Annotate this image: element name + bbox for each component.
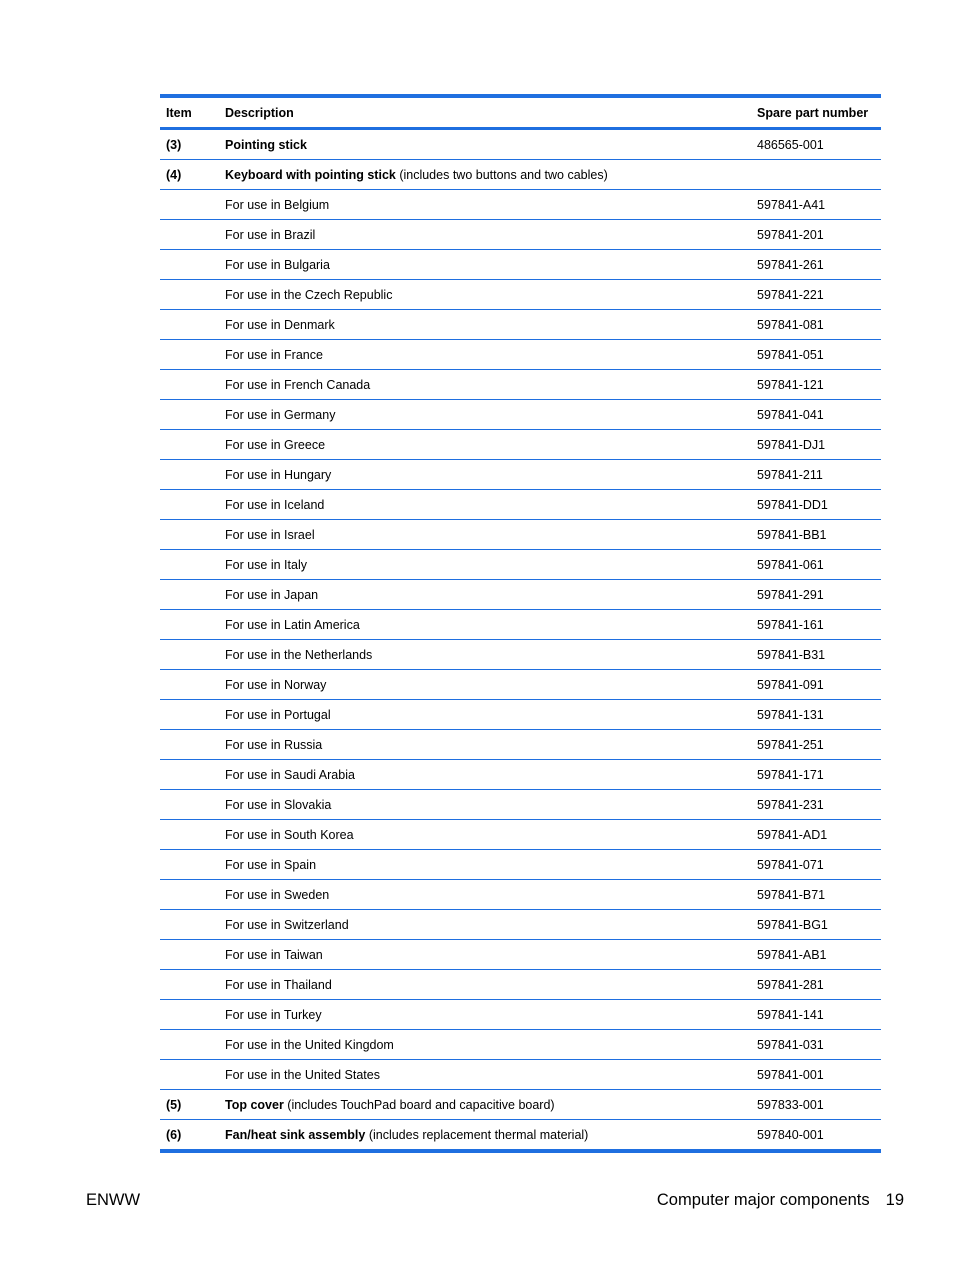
header-item: Item (160, 96, 225, 129)
description-cell (225, 910, 757, 940)
spare-part-cell (757, 160, 881, 190)
description-text: (includes two buttons and two cables) (395, 167, 608, 182)
table-row (160, 400, 881, 430)
spare-part-cell: 597841-081 (757, 310, 881, 340)
table-row (160, 760, 881, 790)
description-text: For use in France (225, 347, 323, 362)
table-row (160, 520, 881, 550)
description-text: For use in Israel (225, 527, 315, 542)
description-cell (225, 1030, 757, 1060)
description-text: For use in Slovakia (225, 797, 332, 812)
spare-part-cell: 597841-091 (757, 670, 881, 700)
description-text: For use in the United Kingdom (225, 1037, 394, 1052)
table-header-row (160, 96, 881, 129)
table-row (160, 610, 881, 640)
spare-part-cell: 597841-261 (757, 250, 881, 280)
description-cell (225, 640, 757, 670)
item-cell: (6) (166, 1127, 182, 1142)
spare-part-cell: 597841-161 (757, 610, 881, 640)
spare-part-cell: 597841-AD1 (757, 820, 881, 850)
description-cell (225, 820, 757, 850)
table-row (160, 970, 881, 1000)
spare-part-cell: 597841-231 (757, 790, 881, 820)
spare-part-cell: 597841-221 (757, 280, 881, 310)
item-cell (160, 400, 225, 430)
item-cell (160, 640, 225, 670)
table-row (160, 310, 881, 340)
description-cell (225, 520, 757, 550)
spare-part-cell: 486565-001 (757, 129, 881, 160)
description-text: For use in Iceland (225, 497, 325, 512)
table-row (160, 730, 881, 760)
table-row (160, 940, 881, 970)
item-cell (160, 1030, 225, 1060)
description-text: (includes replacement thermal material) (365, 1127, 589, 1142)
table-row (160, 910, 881, 940)
item-cell (160, 850, 225, 880)
description-cell (225, 1060, 757, 1090)
description-cell (225, 1120, 757, 1152)
spare-part-cell: 597841-031 (757, 1030, 881, 1060)
spare-part-cell: 597841-DJ1 (757, 430, 881, 460)
description-text: For use in the Netherlands (225, 647, 373, 662)
description-cell (225, 730, 757, 760)
spare-part-cell: 597841-BG1 (757, 910, 881, 940)
footer-section (657, 1191, 904, 1210)
description-cell (225, 400, 757, 430)
description-cell (225, 1000, 757, 1030)
description-cell (225, 190, 757, 220)
description-cell (225, 280, 757, 310)
spare-part-cell: 597841-211 (757, 460, 881, 490)
item-cell (160, 670, 225, 700)
description-text: For use in French Canada (225, 377, 371, 392)
description-text: For use in Taiwan (225, 947, 323, 962)
item-cell (160, 190, 225, 220)
item-cell (160, 580, 225, 610)
spare-parts-table (160, 94, 881, 1153)
table-row (160, 1120, 881, 1152)
description-cell (225, 370, 757, 400)
spare-part-cell: 597833-001 (757, 1090, 881, 1120)
description-cell (225, 340, 757, 370)
description-cell (225, 790, 757, 820)
spare-part-cell: 597841-DD1 (757, 490, 881, 520)
item-cell (160, 220, 225, 250)
table-row (160, 670, 881, 700)
table-row (160, 1030, 881, 1060)
description-cell (225, 490, 757, 520)
item-cell (160, 760, 225, 790)
description-text: For use in Denmark (225, 317, 335, 332)
table-row (160, 790, 881, 820)
spare-part-cell: 597841-201 (757, 220, 881, 250)
description-text: For use in Latin America (225, 617, 360, 632)
item-cell (160, 820, 225, 850)
description-cell (225, 550, 757, 580)
table-row (160, 880, 881, 910)
table-row (160, 550, 881, 580)
spare-part-cell: 597841-B71 (757, 880, 881, 910)
item-cell (160, 940, 225, 970)
spare-part-cell: 597841-051 (757, 340, 881, 370)
description-text: For use in Sweden (225, 887, 330, 902)
description-text: For use in Greece (225, 437, 326, 452)
spare-part-cell: 597840-001 (757, 1127, 824, 1142)
table-row (160, 340, 881, 370)
description-cell (225, 940, 757, 970)
description-text: For use in Belgium (225, 197, 330, 212)
table-row (160, 430, 881, 460)
description-cell (225, 250, 757, 280)
table-row (160, 640, 881, 670)
item-cell: (4) (160, 160, 225, 190)
description-cell (225, 610, 757, 640)
description-text: For use in Spain (225, 857, 317, 872)
description-cell (225, 670, 757, 700)
header-spare-part-number: Spare part number (757, 96, 881, 129)
item-cell (160, 250, 225, 280)
item-cell (160, 340, 225, 370)
spare-part-cell: 597841-141 (757, 1000, 881, 1030)
description-cell (225, 760, 757, 790)
footer-publisher: ENWW (86, 1191, 141, 1209)
description-text: For use in Bulgaria (225, 257, 330, 272)
item-cell (160, 700, 225, 730)
item-cell (160, 610, 225, 640)
description-cell (225, 580, 757, 610)
description-bold: Keyboard with pointing stick (225, 167, 396, 182)
table-row (160, 850, 881, 880)
description-cell (225, 160, 757, 190)
footer-section-title: Computer major components (656, 1191, 870, 1209)
description-cell (225, 700, 757, 730)
table-row (160, 580, 881, 610)
spare-part-cell: 597841-251 (757, 730, 881, 760)
description-cell (225, 460, 757, 490)
table-row (160, 1060, 881, 1090)
item-cell (160, 910, 225, 940)
item-cell (160, 970, 225, 1000)
description-text: For use in Italy (225, 557, 307, 572)
description-text: For use in Germany (225, 407, 336, 422)
item-cell (160, 430, 225, 460)
spare-part-cell: 597841-BB1 (757, 520, 881, 550)
spare-part-cell: 597841-B31 (757, 640, 881, 670)
table-row (160, 460, 881, 490)
description-cell (225, 220, 757, 250)
item-cell (160, 790, 225, 820)
table-row (160, 160, 881, 190)
description-cell (225, 880, 757, 910)
header-description: Description (225, 96, 757, 129)
item-cell (160, 460, 225, 490)
table-row (160, 220, 881, 250)
item-cell (160, 310, 225, 340)
description-text: For use in the United States (225, 1067, 380, 1082)
item-cell (160, 1000, 225, 1030)
item-cell (160, 280, 225, 310)
spare-part-cell: 597841-071 (757, 850, 881, 880)
table-row (160, 490, 881, 520)
table-row (160, 370, 881, 400)
table-row (160, 280, 881, 310)
item-cell (160, 730, 225, 760)
item-cell: (5) (160, 1090, 225, 1120)
description-text: For use in Russia (225, 737, 323, 752)
description-cell (225, 1090, 757, 1120)
description-bold: Fan/heat sink assembly (225, 1127, 366, 1142)
description-text: For use in Brazil (225, 227, 316, 242)
description-cell (225, 430, 757, 460)
description-cell (225, 310, 757, 340)
spare-part-cell: 597841-171 (757, 760, 881, 790)
spare-part-cell: 597841-061 (757, 550, 881, 580)
spare-part-cell: 597841-001 (757, 1060, 881, 1090)
item-cell: (3) (160, 129, 225, 160)
spare-part-cell: 597841-A41 (757, 190, 881, 220)
description-bold: Pointing stick (225, 137, 307, 152)
table-row (160, 250, 881, 280)
page-number: 19 (885, 1191, 904, 1209)
spare-part-cell: 597841-291 (757, 580, 881, 610)
spare-part-cell: 597841-281 (757, 970, 881, 1000)
table-row (160, 700, 881, 730)
description-text: For use in South Korea (225, 827, 354, 842)
table-body (160, 129, 881, 1152)
spare-part-cell: 597841-131 (757, 700, 881, 730)
table-row (160, 129, 881, 160)
description-text: For use in the Czech Republic (225, 287, 393, 302)
description-bold: Top cover (225, 1097, 284, 1112)
item-cell (160, 550, 225, 580)
description-text: For use in Saudi Arabia (225, 767, 355, 782)
description-text: For use in Portugal (225, 707, 331, 722)
description-cell (225, 129, 757, 160)
item-cell (160, 1060, 225, 1090)
description-text: For use in Japan (225, 587, 319, 602)
spare-part-cell: 597841-041 (757, 400, 881, 430)
item-cell (160, 520, 225, 550)
description-cell (225, 970, 757, 1000)
table-row (160, 820, 881, 850)
description-text: For use in Hungary (225, 467, 332, 482)
item-cell (160, 370, 225, 400)
item-cell (160, 880, 225, 910)
description-text: For use in Norway (225, 677, 327, 692)
table-row (160, 190, 881, 220)
description-text: For use in Turkey (225, 1007, 322, 1022)
table-row (160, 1090, 881, 1120)
spare-part-cell: 597841-121 (757, 370, 881, 400)
spare-part-cell: 597841-AB1 (757, 940, 881, 970)
description-cell (225, 850, 757, 880)
description-text: For use in Switzerland (225, 917, 349, 932)
table-row (160, 1000, 881, 1030)
item-cell (160, 490, 225, 520)
description-text: For use in Thailand (225, 977, 332, 992)
description-text: (includes TouchPad board and capacitive board) (283, 1097, 555, 1112)
